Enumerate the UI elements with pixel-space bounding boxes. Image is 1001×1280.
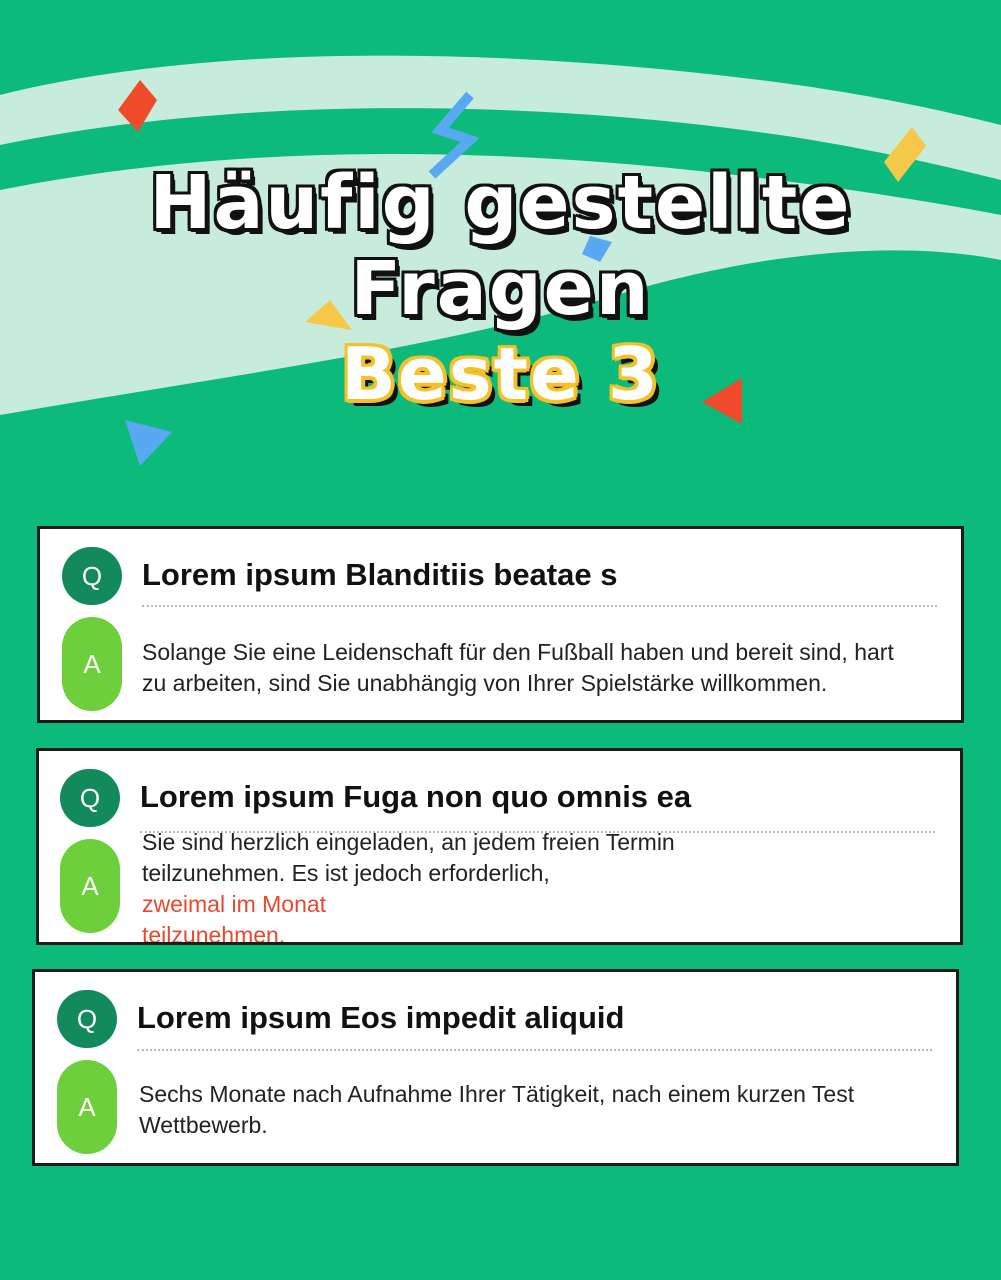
answer-line-1: Sechs Monate nach Aufnahme Ihrer Tätigkeit, nach einem kurzen Test (139, 1081, 855, 1107)
answer-badge: A (62, 617, 122, 711)
question-divider (137, 1049, 932, 1051)
answer-badge: A (60, 839, 120, 933)
title-line-2: Fragen (350, 246, 651, 332)
answer-line-2: teilzunehmen. Es ist jedoch erforderlich, (142, 860, 550, 886)
answer-text (139, 1079, 939, 1141)
faq-card-2 (36, 748, 963, 945)
answer-line-1: Sie sind herzlich eingeladen, an jedem freien Termin (142, 829, 675, 855)
question-badge: Q (57, 990, 117, 1048)
answer-line-1: Solange Sie eine Leidenschaft für den Fußball haben und bereit sind, hart (142, 639, 894, 665)
answer-text (142, 827, 762, 945)
faq-card-1 (37, 526, 964, 723)
confetti-blue-triangle (125, 420, 172, 466)
answer-line-2: zu arbeiten, sind Sie unabhängig von Ihrer Spielstärke willkommen. (142, 670, 828, 696)
page-heading (0, 160, 1001, 416)
question-divider (142, 605, 937, 607)
answer-line-2: Wettbewerb. (139, 1112, 268, 1138)
question-text: Lorem ipsum Eos impedit aliquid (137, 1000, 625, 1035)
answer-highlight-1: zweimal im Monat (142, 891, 327, 917)
answer-badge: A (57, 1060, 117, 1154)
question-text: Lorem ipsum Fuga non quo omnis ea (140, 779, 692, 814)
answer-highlight-2: teilzunehmen. (142, 922, 286, 945)
title-line-1: Häufig gestellte (149, 160, 852, 246)
question-text: Lorem ipsum Blanditiis beatae s (142, 557, 618, 592)
question-badge: Q (60, 769, 120, 827)
answer-text (142, 637, 952, 699)
question-badge: Q (62, 547, 122, 605)
title-subtitle: Beste 3 (341, 332, 660, 416)
faq-card-3 (32, 969, 959, 1166)
